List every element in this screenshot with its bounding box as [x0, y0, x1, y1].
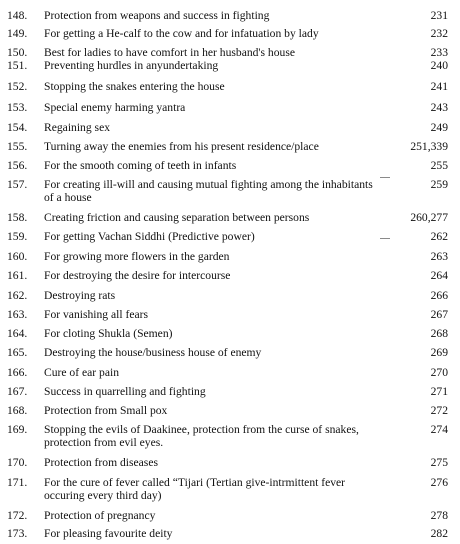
entry-title: For creating ill-will and causing mutual fighting among the inhabitants of a house: [44, 178, 373, 204]
entry-number: 149.: [7, 27, 28, 40]
entry-number: 170.: [7, 456, 28, 469]
entry-number: 172.: [7, 509, 28, 522]
entry-title: For growing more flowers in the garden: [44, 250, 230, 263]
entry-number: 152.: [7, 80, 28, 93]
entry-page: 282: [430, 527, 448, 540]
entry-title: Success in quarrelling and fighting: [44, 385, 206, 398]
entry-title: For the smooth coming of teeth in infants: [44, 159, 237, 172]
entry-number: 169.: [7, 423, 28, 436]
entry-title: Stopping the snakes entering the house: [44, 80, 225, 93]
entry-title: For getting Vachan Siddhi (Predictive power): [44, 230, 255, 243]
entry-page: 231: [430, 9, 448, 22]
entry-page: 270: [430, 366, 448, 379]
entry-title: Cure of ear pain: [44, 366, 120, 379]
stray-mark: [380, 238, 390, 239]
entry-number: 155.: [7, 140, 28, 153]
entry-title: Preventing hurdles in anyundertaking: [44, 59, 219, 72]
entry-number: 166.: [7, 366, 28, 379]
entry-number: 164.: [7, 327, 28, 340]
entry-number: 165.: [7, 346, 28, 359]
entry-page: 275: [430, 456, 448, 469]
entry-title: Turning away the enemies from his present residence/place: [44, 140, 319, 153]
entry-title: For pleasing favourite deity: [44, 527, 173, 540]
entry-page: 263: [430, 250, 448, 263]
entry-title: For destroying the desire for intercourse: [44, 269, 231, 282]
entry-number: 158.: [7, 211, 28, 224]
entry-page: 276: [430, 476, 448, 489]
entry-number: 150.: [7, 46, 28, 59]
entry-number: 160.: [7, 250, 28, 263]
entry-page: 269: [430, 346, 448, 359]
entry-number: 156.: [7, 159, 28, 172]
entry-page: 255: [430, 159, 448, 172]
entry-page: 266: [430, 289, 448, 302]
entry-number: 161.: [7, 269, 28, 282]
entry-title: Regaining sex: [44, 121, 111, 134]
entry-page: 233: [430, 46, 448, 59]
entry-number: 157.: [7, 178, 28, 191]
entry-page: 268: [430, 327, 448, 340]
entry-number: 153.: [7, 101, 28, 114]
entry-page: 241: [430, 80, 448, 93]
entry-page: 232: [430, 27, 448, 40]
entry-page: 278: [430, 509, 448, 522]
entry-page: 271: [430, 385, 448, 398]
entry-title: Protection from Small pox: [44, 404, 168, 417]
entry-title: Best for ladies to have comfort in her husband's house: [44, 46, 295, 59]
entry-title: Special enemy harming yantra: [44, 101, 186, 114]
entry-page: 264: [430, 269, 448, 282]
entry-page: 240: [430, 59, 448, 72]
entry-title: For vanishing all fears: [44, 308, 148, 321]
entry-number: 163.: [7, 308, 28, 321]
entry-number: 171.: [7, 476, 28, 489]
entry-title: Protection from diseases: [44, 456, 158, 469]
stray-mark: [380, 177, 390, 178]
entry-number: 173.: [7, 527, 28, 540]
entry-number: 148.: [7, 9, 28, 22]
entry-number: 159.: [7, 230, 28, 243]
entry-page: 274: [430, 423, 448, 436]
entry-number: 167.: [7, 385, 28, 398]
entry-title: Stopping the evils of Daakinee, protection from the curse of snakes, protection from evil eyes.: [44, 423, 359, 449]
entry-title: Creating friction and causing separation between persons: [44, 211, 310, 224]
entry-title: Protection from weapons and success in fighting: [44, 9, 270, 22]
entry-number: 154.: [7, 121, 28, 134]
entry-number: 162.: [7, 289, 28, 302]
entry-title: Destroying rats: [44, 289, 116, 302]
entry-page: 249: [430, 121, 448, 134]
entry-title: For getting a He-calf to the cow and for infatuation by lady: [44, 27, 319, 40]
entry-page: 267: [430, 308, 448, 321]
entry-number: 168.: [7, 404, 28, 417]
entry-page: 260,277: [410, 211, 448, 224]
entry-title: For the cure of fever called “Tijari (Tertian give-intrmittent fever occuring every third day): [44, 476, 346, 502]
entry-page: 272: [430, 404, 448, 417]
entry-page: 251,339: [410, 140, 448, 153]
entry-page: 243: [430, 101, 448, 114]
entry-title: Destroying the house/business house of enemy: [44, 346, 262, 359]
entry-title: For cloting Shukla (Semen): [44, 327, 173, 340]
entry-title: Protection of pregnancy: [44, 509, 156, 522]
entry-page: 259: [430, 178, 448, 191]
entry-number: 151.: [7, 59, 28, 72]
entry-page: 262: [430, 230, 448, 243]
